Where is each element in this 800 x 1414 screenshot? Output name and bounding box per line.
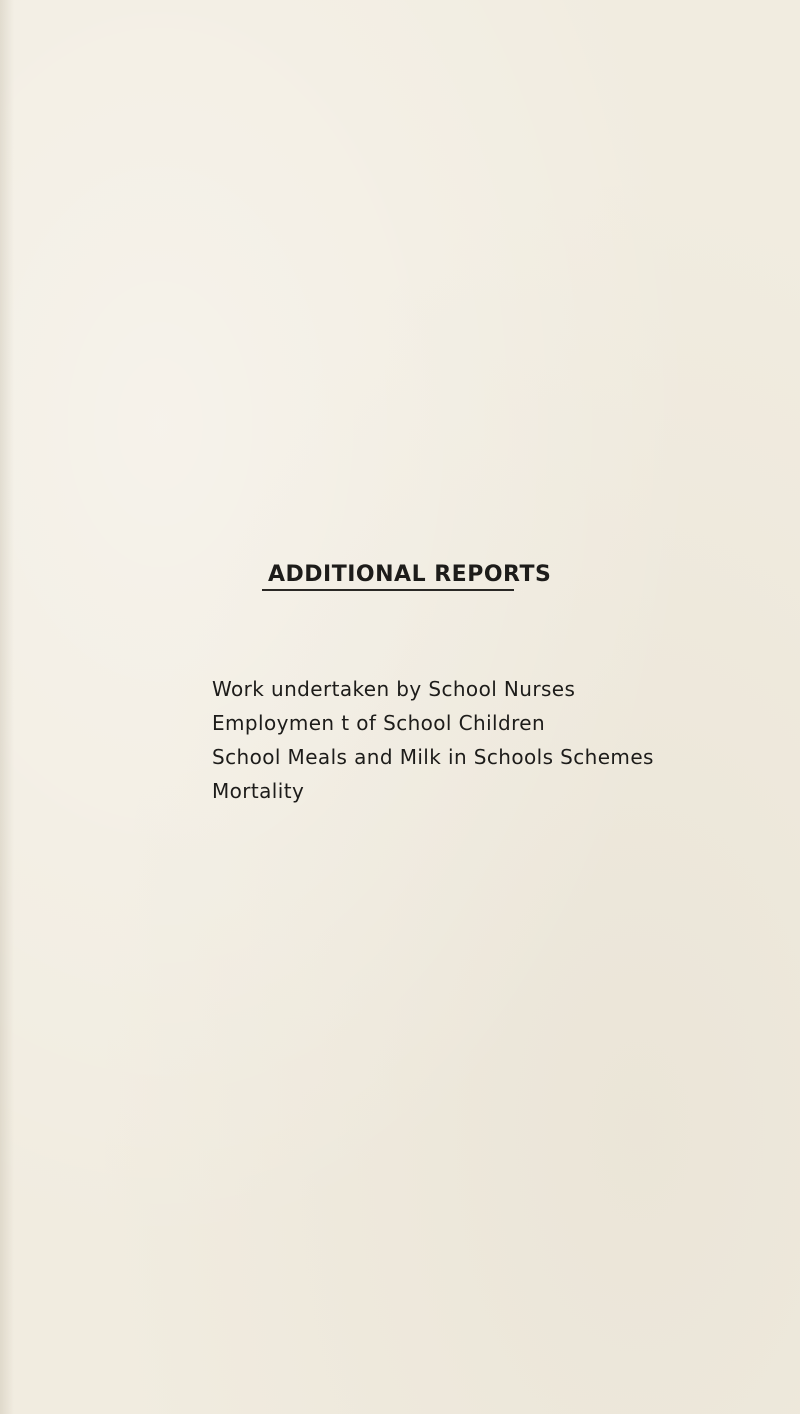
contents-list [212,676,654,812]
title-underline [262,589,514,591]
page-edge-shadow [0,0,14,1414]
show-through-texture [260,90,520,112]
contents-item: School Meals and Milk in Schools Schemes [212,745,654,769]
contents-item: Work undertaken by School Nurses [212,677,576,701]
contents-item: Employmen t of School Children [212,711,546,735]
page-title: ADDITIONAL REPORTS [268,562,552,587]
contents-item: Mortality [212,779,305,803]
